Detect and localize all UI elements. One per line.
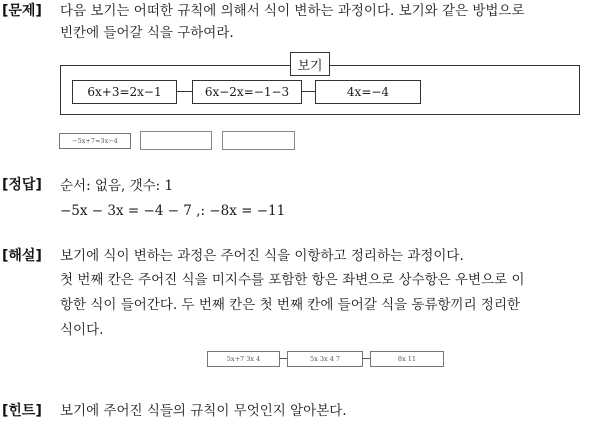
hint-label: [힌트] [2, 403, 42, 419]
example-box-3: 4x=−4 [315, 80, 421, 104]
question-box-blank-1 [140, 131, 212, 150]
problem-text-line-1: 다음 보기는 어떠한 규칙에 의해서 식이 변하는 과정이다. 보기와 같은 방법으로 [60, 3, 525, 19]
problem-label: [문제] [2, 3, 42, 19]
explanation-line-2: 첫 번째 칸은 주어진 식을 미지수를 포함한 항은 좌변으로 상수항은 우변으로 이 [60, 272, 525, 288]
hint-text: 보기에 주어진 식들의 규칙이 무엇인지 알아본다. [60, 403, 347, 419]
solution-connector-1 [279, 358, 287, 359]
solution-box-1: 5x+7 3x 4 [207, 351, 280, 367]
example-connector-1 [176, 91, 192, 92]
solution-box-3: 8x 11 [370, 351, 444, 367]
question-box-blank-2 [222, 131, 295, 150]
solution-connector-2 [362, 358, 370, 359]
explanation-line-3: 항한 식이 들어간다. 두 번째 칸은 첫 번째 칸에 들어갈 식을 동류항끼리 정리한 [60, 297, 521, 313]
explanation-line-4: 식이다. [60, 322, 104, 338]
example-box-2: 6x−2x=−1−3 [192, 80, 302, 104]
answer-text-line-2: −5x − 3x = −4 − 7 ,: −8x = −11 [60, 203, 286, 219]
answer-label: [정답] [2, 177, 42, 193]
problem-text-line-2: 빈칸에 들어갈 식을 구하여라. [60, 25, 234, 41]
answer-text-line-1: 순서: 없음, 갯수: 1 [60, 178, 174, 194]
example-title: 보기 [290, 52, 330, 76]
example-box-1: 6x+3=2x−1 [72, 80, 177, 104]
question-box-given: −5x+7=3x−4 [59, 133, 131, 149]
solution-box-2: 5x 3x 4 7 [287, 351, 363, 367]
example-connector-2 [301, 91, 315, 92]
explanation-line-1: 보기에 식이 변하는 과정은 주어진 식을 이항하고 정리하는 과정이다. [60, 248, 464, 264]
explanation-label: [해설] [2, 248, 42, 264]
